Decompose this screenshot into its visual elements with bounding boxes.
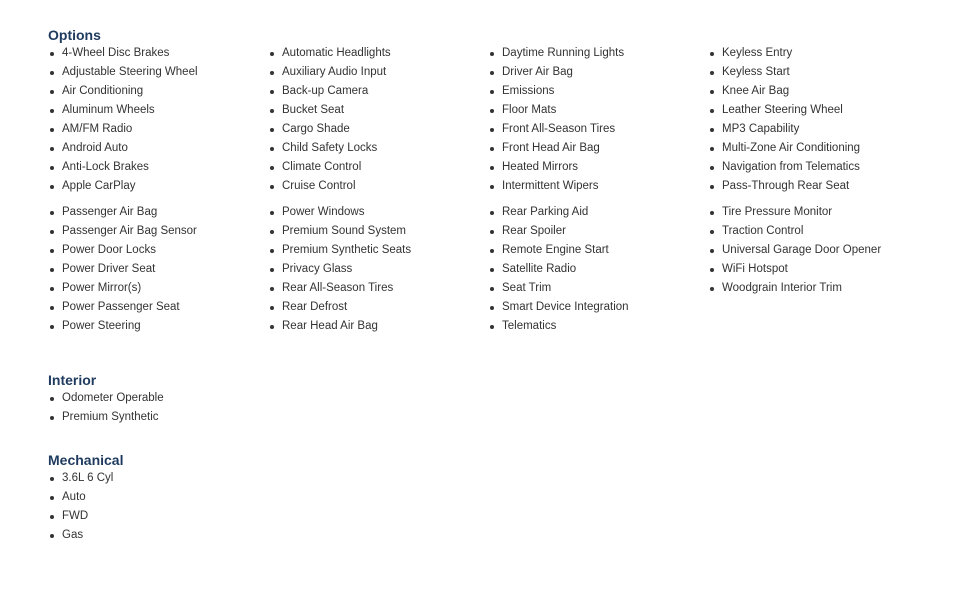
- option-item: Rear Parking Aid: [488, 203, 703, 222]
- option-item: Navigation from Telematics: [708, 158, 923, 177]
- option-item: Rear All-Season Tires: [268, 279, 483, 298]
- option-item: Premium Sound System: [268, 222, 483, 241]
- option-item: Adjustable Steering Wheel: [48, 63, 263, 82]
- option-item: Passenger Air Bag: [48, 203, 263, 222]
- option-item: Back-up Camera: [268, 82, 483, 101]
- option-item: Privacy Glass: [268, 260, 483, 279]
- option-item: Power Door Locks: [48, 241, 263, 260]
- option-item: Air Conditioning: [48, 82, 263, 101]
- option-item: Daytime Running Lights: [488, 44, 703, 63]
- options-list-g1-c1: [48, 44, 263, 196]
- option-item: Knee Air Bag: [708, 82, 923, 101]
- option-item: Bucket Seat: [268, 101, 483, 120]
- option-item: Driver Air Bag: [488, 63, 703, 82]
- option-item: Rear Defrost: [268, 298, 483, 317]
- option-item: Heated Mirrors: [488, 158, 703, 177]
- option-item: Power Passenger Seat: [48, 298, 263, 317]
- interior-item: Premium Synthetic: [48, 408, 263, 427]
- option-item: Power Mirror(s): [48, 279, 263, 298]
- options-list-g2-c2: [268, 203, 483, 336]
- option-item: Anti-Lock Brakes: [48, 158, 263, 177]
- mechanical-heading: Mechanical: [48, 452, 124, 468]
- option-item: Power Driver Seat: [48, 260, 263, 279]
- option-item: Floor Mats: [488, 101, 703, 120]
- option-item: Intermittent Wipers: [488, 177, 703, 196]
- interior-item: Odometer Operable: [48, 389, 263, 408]
- option-item: Cargo Shade: [268, 120, 483, 139]
- option-item: AM/FM Radio: [48, 120, 263, 139]
- option-item: Satellite Radio: [488, 260, 703, 279]
- option-item: Leather Steering Wheel: [708, 101, 923, 120]
- option-item: Woodgrain Interior Trim: [708, 279, 923, 298]
- options-heading: Options: [48, 27, 101, 43]
- option-item: Front Head Air Bag: [488, 139, 703, 158]
- mechanical-item: Auto: [48, 488, 263, 507]
- options-list-g2-c4: [708, 203, 923, 298]
- mechanical-item: 3.6L 6 Cyl: [48, 469, 263, 488]
- option-item: Apple CarPlay: [48, 177, 263, 196]
- option-item: Rear Head Air Bag: [268, 317, 483, 336]
- option-item: Automatic Headlights: [268, 44, 483, 63]
- options-list-g2-c3: [488, 203, 703, 336]
- options-list-g1-c2: [268, 44, 483, 196]
- mechanical-item: FWD: [48, 507, 263, 526]
- option-item: MP3 Capability: [708, 120, 923, 139]
- option-item: Auxiliary Audio Input: [268, 63, 483, 82]
- option-item: Remote Engine Start: [488, 241, 703, 260]
- option-item: Tire Pressure Monitor: [708, 203, 923, 222]
- option-item: Front All-Season Tires: [488, 120, 703, 139]
- option-item: WiFi Hotspot: [708, 260, 923, 279]
- option-item: Seat Trim: [488, 279, 703, 298]
- option-item: Pass-Through Rear Seat: [708, 177, 923, 196]
- option-item: Power Steering: [48, 317, 263, 336]
- option-item: Telematics: [488, 317, 703, 336]
- option-item: Rear Spoiler: [488, 222, 703, 241]
- option-item: Keyless Start: [708, 63, 923, 82]
- option-item: Aluminum Wheels: [48, 101, 263, 120]
- option-item: Android Auto: [48, 139, 263, 158]
- mechanical-item: Gas: [48, 526, 263, 545]
- option-item: Climate Control: [268, 158, 483, 177]
- option-item: Traction Control: [708, 222, 923, 241]
- option-item: Emissions: [488, 82, 703, 101]
- options-list-g1-c4: [708, 44, 923, 196]
- option-item: Smart Device Integration: [488, 298, 703, 317]
- options-list-g2-c1: [48, 203, 263, 336]
- option-item: Premium Synthetic Seats: [268, 241, 483, 260]
- interior-list: [48, 389, 263, 427]
- option-item: Cruise Control: [268, 177, 483, 196]
- option-item: Universal Garage Door Opener: [708, 241, 923, 260]
- interior-heading: Interior: [48, 372, 97, 388]
- mechanical-list: [48, 469, 263, 545]
- option-item: 4-Wheel Disc Brakes: [48, 44, 263, 63]
- option-item: Keyless Entry: [708, 44, 923, 63]
- option-item: Passenger Air Bag Sensor: [48, 222, 263, 241]
- options-list-g1-c3: [488, 44, 703, 196]
- option-item: Multi-Zone Air Conditioning: [708, 139, 923, 158]
- option-item: Power Windows: [268, 203, 483, 222]
- option-item: Child Safety Locks: [268, 139, 483, 158]
